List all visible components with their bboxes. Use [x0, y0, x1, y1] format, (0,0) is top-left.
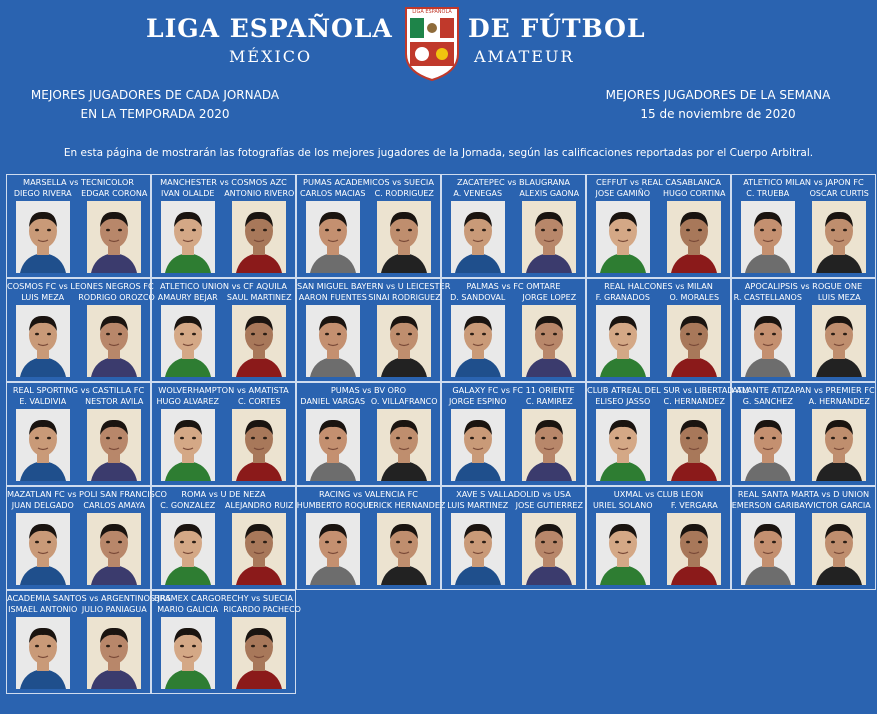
player [224, 188, 294, 273]
match-title: CLUB ATREAL DEL SUR vs LIBERTAD AM [587, 385, 749, 395]
player-name: ALEJANDRO RUIZ [225, 501, 294, 510]
players-row [7, 500, 150, 585]
player-photo [522, 513, 576, 585]
player-photo [667, 305, 721, 377]
player [659, 292, 729, 377]
player-name: A. VENEGAS [453, 189, 503, 198]
player-photo [596, 513, 650, 585]
match-card [731, 174, 876, 278]
player-name: HUMBERTO ROQUE [296, 501, 374, 510]
player-photo [812, 409, 866, 481]
player [804, 188, 874, 273]
player [224, 292, 294, 377]
header-subtitle-left: MÉXICO [229, 47, 313, 66]
player [514, 396, 584, 481]
player [296, 500, 374, 585]
player-photo [16, 201, 70, 273]
match-card [151, 486, 296, 590]
player-name: IVAN OLALDE [161, 189, 215, 198]
match-title: APOCALIPSIS vs ROGUE ONE [744, 281, 863, 291]
player-name: RICARDO PACHECO [223, 605, 301, 614]
player-photo [306, 409, 360, 481]
player-name: ANTONIO RIVERO [224, 189, 295, 198]
players-grid [6, 174, 876, 694]
match-card [296, 382, 441, 486]
player [223, 604, 301, 689]
player-name: JUAN DELGADO [11, 501, 74, 510]
player-photo [232, 305, 286, 377]
player-name: JORGE LOPEZ [522, 293, 577, 302]
player [79, 604, 149, 689]
player-name: C. RODRIGUEZ [374, 189, 434, 198]
player-photo [232, 409, 286, 481]
player-photo [741, 201, 795, 273]
intro-text: En esta página de mostrarán las fotografías de los mejores jugadores de la Jornada, según las calificaciones reportadas por el Cuerpo Arbitral. [63, 147, 814, 159]
league-logo [404, 6, 460, 82]
player [369, 188, 439, 273]
player [443, 396, 513, 481]
player-photo [161, 513, 215, 585]
left-caption-line2: EN LA TEMPORADA 2020 [80, 107, 230, 121]
match-title: MANCHESTER vs COSMOS AZC [160, 177, 287, 187]
player [588, 292, 658, 377]
player-name: F. GRANADOS [595, 293, 650, 302]
player-name: URIEL SOLANO [592, 501, 653, 510]
right-caption [593, 86, 843, 124]
player-photo [16, 513, 70, 585]
player-name: C. TRUEBA [746, 189, 790, 198]
player-photo [741, 513, 795, 585]
player [153, 396, 223, 481]
player-name: SAUL MARTINEZ [226, 293, 292, 302]
player [588, 396, 658, 481]
players-row [297, 292, 440, 377]
players-row [442, 396, 585, 481]
player-name: JULIO PANIAGUA [81, 605, 147, 614]
players-row [296, 500, 446, 585]
match-card [586, 486, 731, 590]
match-card [731, 382, 876, 486]
player-name: DANIEL VARGAS [300, 397, 366, 406]
match-card [6, 278, 155, 382]
match-card [296, 278, 451, 382]
match-title: MAZATLAN FC vs POLI SAN FRANCISCO [7, 489, 167, 499]
match-title: RACING vs VALENCIA FC [318, 489, 419, 499]
player [369, 396, 439, 481]
match-card [151, 174, 296, 278]
player-name: RODRIGO OROZCO [78, 293, 155, 302]
players-row [152, 188, 295, 273]
match-card [586, 278, 731, 382]
players-row [732, 500, 875, 585]
players-row [732, 396, 875, 481]
player [804, 292, 874, 377]
player-name: CARLOS MACIAS [300, 189, 366, 198]
player [298, 396, 368, 481]
match-title: WOLVERHAMPTON vs AMATISTA [158, 385, 289, 395]
player-name: HUGO ALVAREZ [156, 397, 219, 406]
player [588, 188, 658, 273]
player [659, 188, 729, 273]
player-name: JOSE GAMIÑO [595, 189, 651, 198]
player-photo [596, 201, 650, 273]
player-photo [812, 305, 866, 377]
left-caption-line1: MEJORES JUGADORES DE CADA JORNADA [30, 88, 280, 102]
players-row [587, 188, 730, 273]
players-row [732, 292, 875, 377]
player-photo [232, 617, 286, 689]
player-photo [377, 305, 431, 377]
player [79, 188, 149, 273]
match-title: REAL SPORTING vs CASTILLA FC [12, 385, 145, 395]
player-photo [232, 513, 286, 585]
player [153, 292, 223, 377]
match-card [441, 174, 586, 278]
player-name: ISMAEL ANTONIO [8, 605, 78, 614]
player [804, 396, 874, 481]
player-name: ALEXIS GAONA [519, 189, 580, 198]
player-photo [596, 305, 650, 377]
player-photo [451, 409, 505, 481]
players-row [7, 292, 155, 377]
player [514, 500, 584, 585]
player-name: CARLOS AMAYA [83, 501, 146, 510]
player [733, 188, 803, 273]
player [514, 188, 584, 273]
right-caption-line2: 15 de noviembre de 2020 [640, 107, 796, 121]
players-row [297, 396, 440, 481]
match-card [6, 174, 151, 278]
player-name: C. RAMIREZ [525, 397, 573, 406]
match-title: BRAMEX CARGORECHY vs SUECIA [154, 593, 293, 603]
player-name: C. CORTES [237, 397, 281, 406]
players-row [7, 604, 150, 689]
player-photo [161, 201, 215, 273]
player [733, 396, 803, 481]
match-title: PALMAS vs FC OMTARE [466, 281, 561, 291]
player-name: G. SANCHEZ [742, 397, 793, 406]
player-photo [451, 201, 505, 273]
match-card [296, 174, 441, 278]
player-name: MARIO GALICIA [157, 605, 219, 614]
player [79, 396, 149, 481]
player-name: DIEGO RIVERA [13, 189, 72, 198]
player-photo [161, 305, 215, 377]
player-name: O. MORALES [669, 293, 720, 302]
players-row [152, 396, 295, 481]
match-title: GALAXY FC vs FC 11 ORIENTE [452, 385, 575, 395]
player-photo [306, 201, 360, 273]
player [8, 604, 78, 689]
player-name: NESTOR AVILA [85, 397, 144, 406]
players-row [297, 188, 440, 273]
match-title: ATLANTE ATIZAPAN vs PREMIER FC [732, 385, 875, 395]
player-name: C. HERNANDEZ [663, 397, 725, 406]
player [514, 292, 584, 377]
match-title: COSMOS FC vs LEONES NEGROS FC [7, 281, 154, 291]
match-title: PUMAS vs BV ORO [330, 385, 407, 395]
player-photo [232, 201, 286, 273]
players-row [732, 188, 875, 273]
player [588, 500, 658, 585]
match-title: REAL SANTA MARTA vs D UNION [737, 489, 870, 499]
player-photo [377, 409, 431, 481]
match-card [731, 486, 876, 590]
player [79, 500, 149, 585]
player [78, 292, 155, 377]
player [8, 396, 78, 481]
player-photo [451, 305, 505, 377]
player-photo [377, 201, 431, 273]
match-card [441, 382, 586, 486]
player [224, 500, 294, 585]
player-photo [741, 409, 795, 481]
players-row [152, 604, 301, 689]
player [224, 396, 294, 481]
player [153, 188, 223, 273]
player-name: VICTOR GARCIA [807, 501, 871, 510]
player-photo [16, 305, 70, 377]
player-name: HUGO CORTINA [663, 189, 726, 198]
player-photo [87, 305, 141, 377]
player [8, 500, 78, 585]
player-photo [812, 201, 866, 273]
player-photo [161, 617, 215, 689]
player-name: AARON FUENTES [298, 293, 367, 302]
player-photo [667, 201, 721, 273]
player-name: R. CASTELLANOS [733, 293, 802, 302]
match-card [731, 278, 876, 382]
match-card [586, 382, 749, 486]
player-name: O. VILLAFRANCO [370, 397, 438, 406]
player-photo [741, 305, 795, 377]
players-row [587, 292, 730, 377]
player [368, 500, 446, 585]
player-photo [16, 409, 70, 481]
match-card [441, 278, 586, 382]
players-row [7, 396, 150, 481]
player-name: SINAI RODRIGUEZ [368, 293, 441, 302]
players-row [442, 188, 585, 273]
player-photo [87, 617, 141, 689]
match-card [441, 486, 586, 590]
players-row [587, 396, 730, 481]
match-card [151, 590, 301, 694]
players-row [442, 500, 585, 585]
player-name: LUIS MEZA [817, 293, 861, 302]
player-photo [16, 617, 70, 689]
player [298, 188, 368, 273]
player-name: OSCAR CURTIS [809, 189, 869, 198]
player-photo [667, 409, 721, 481]
header-title-right: DE FÚTBOL [468, 14, 646, 43]
player [153, 500, 223, 585]
match-title: REAL HALCONES vs MILAN [604, 281, 713, 291]
player-name: C. GONZALEZ [160, 501, 216, 510]
match-title: XAVE S VALLADOLID vs USA [456, 489, 571, 499]
match-title: CEFFUT vs REAL CASABLANCA [596, 177, 721, 187]
players-row [587, 500, 730, 585]
player [153, 604, 223, 689]
right-caption-line1: MEJORES JUGADORES DE LA SEMANA [605, 88, 831, 102]
player-name: EMERSON GARIBAY [731, 501, 810, 510]
player [804, 500, 874, 585]
player-photo [812, 513, 866, 585]
header-title-left: LIGA ESPAÑOLA [146, 14, 393, 43]
match-title: SAN MIGUEL BAYERN vs U LEICESTER [297, 281, 451, 291]
player [733, 292, 803, 377]
player [298, 292, 368, 377]
player-name: F. VERGARA [670, 501, 718, 510]
match-title: MARSELLA vs TECNICOLOR [23, 177, 134, 187]
player-photo [87, 201, 141, 273]
player-name: JORGE ESPINO [448, 397, 507, 406]
player-name: LUIS MEZA [21, 293, 65, 302]
player-photo [522, 409, 576, 481]
player-photo [522, 201, 576, 273]
player [443, 500, 513, 585]
left-caption [30, 86, 280, 124]
player [443, 188, 513, 273]
match-card [586, 174, 731, 278]
player-name: EDGAR CORONA [81, 189, 148, 198]
player-photo [596, 409, 650, 481]
player-photo [87, 513, 141, 585]
match-title: ATLETICO UNION vs CF AQUILA [160, 281, 287, 291]
player [659, 500, 729, 585]
player-name: ERICK HERNANDEZ [368, 501, 446, 510]
match-title: ROMA vs U DE NEZA [181, 489, 266, 499]
match-card [6, 382, 151, 486]
match-title: ATLETICO MILAN vs JAPON FC [743, 177, 864, 187]
player [443, 292, 513, 377]
match-title: ACADEMIA SANTOS vs ARGENTINOS JRS [7, 593, 171, 603]
match-title: ZACATEPEC vs BLAUGRANA [456, 177, 571, 187]
player-photo [522, 305, 576, 377]
player-photo [667, 513, 721, 585]
player-photo [451, 513, 505, 585]
players-row [152, 292, 295, 377]
player-name: AMAURY BEJAR [157, 293, 218, 302]
player-photo [306, 305, 360, 377]
match-card [151, 278, 296, 382]
player-photo [87, 409, 141, 481]
players-row [442, 292, 585, 377]
match-title: PUMAS ACADEMICOS vs SUECIA [303, 177, 434, 187]
match-card [6, 486, 167, 590]
player-name: ELISEO JASSO [595, 397, 651, 406]
player-name: E. VALDIVIA [19, 397, 67, 406]
player [731, 500, 810, 585]
players-row [7, 188, 150, 273]
player-photo [306, 513, 360, 585]
match-card [151, 382, 296, 486]
match-title: UXMAL vs CLUB LEON [613, 489, 704, 499]
player-name: LUIS MARTINEZ [447, 501, 509, 510]
match-card [6, 590, 171, 694]
match-card [296, 486, 446, 590]
player-name: JOSE GUTIERREZ [515, 501, 583, 510]
player [659, 396, 729, 481]
players-row [152, 500, 295, 585]
player-photo [161, 409, 215, 481]
player-name: D. SANDOVAL [450, 293, 506, 302]
player [369, 292, 439, 377]
player [8, 292, 78, 377]
player [8, 188, 78, 273]
header-subtitle-right: AMATEUR [474, 47, 575, 66]
logo-caption: LIGA ESPAÑOLA [412, 9, 452, 15]
player-name: A. HERNANDEZ [808, 397, 870, 406]
player-photo [377, 513, 431, 585]
